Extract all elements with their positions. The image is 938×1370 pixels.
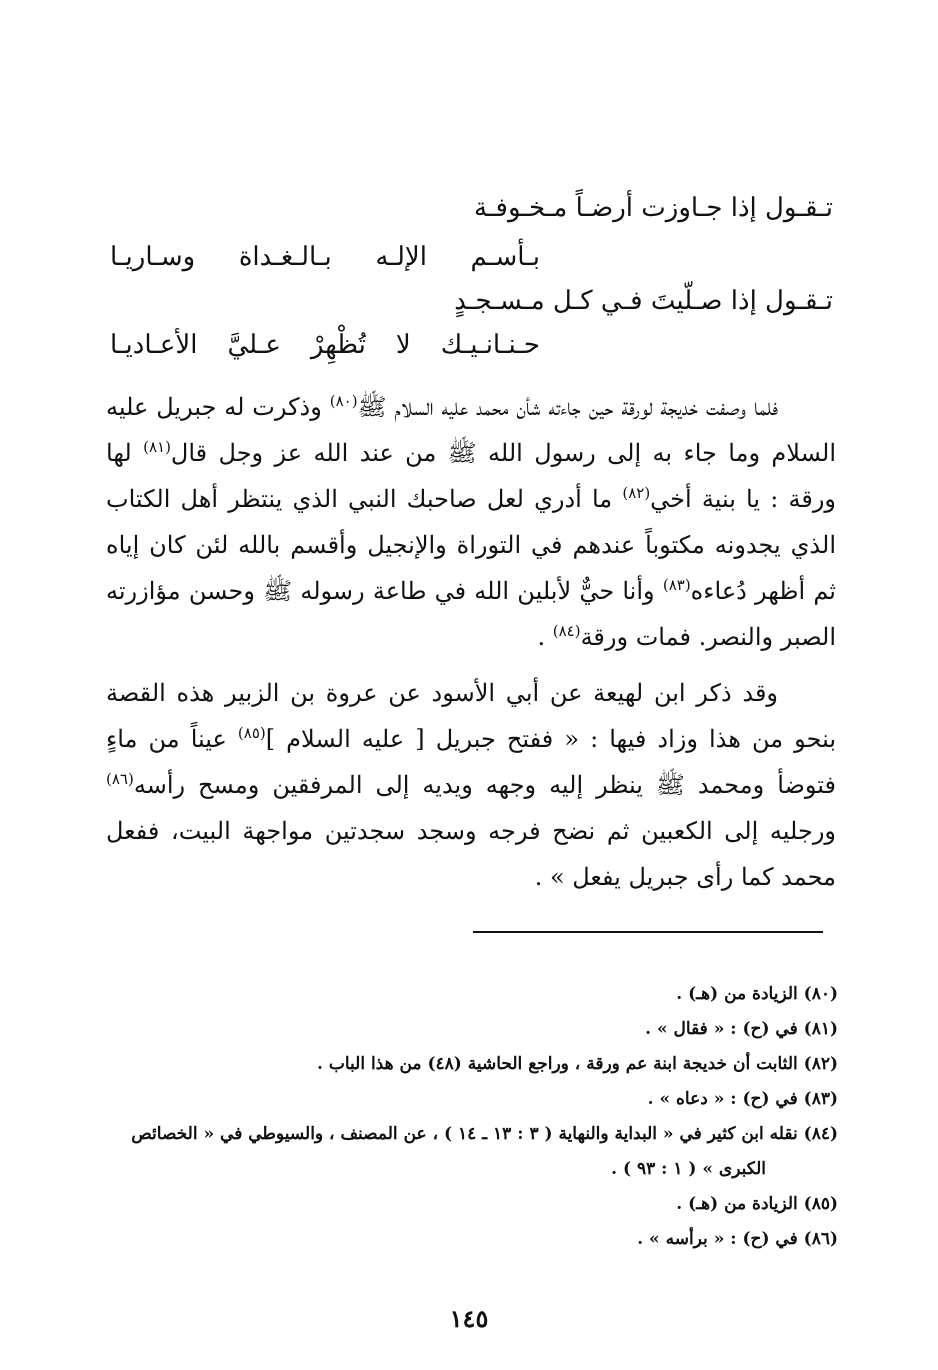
footnote-86: (٨٦) في (ح) : « برأسه » .: [637, 1229, 838, 1249]
footnote-ref-82: (٨٢): [622, 484, 651, 502]
text-run: .: [537, 623, 553, 651]
poem-verse-2-second-hemistich: حـنـانـيـك لا تُظْهِرْ عـليَّ الأعـاديـا: [110, 330, 540, 360]
page-number: ١٤٥: [449, 1304, 489, 1333]
footnote-84: [108, 1117, 838, 1187]
text-run: وقد ذكر ابن لهيعة عن أبي الأسود عن عروة بن الزبير هذه القصة بنحو من هذا وزاد فيها : « ففتح جبريل [ عليه السلام ]: [106, 679, 836, 753]
footnote-ref-86: (٨٦): [106, 770, 134, 788]
body-paragraph-2: [106, 670, 836, 900]
footnote-83: (٨٣) في (ح) : « دعاه » .: [647, 1089, 838, 1109]
footnote-ref-84: (٨٤): [552, 622, 581, 640]
text-run: وذكرت له جبريل عليه السلام وما جاء به إلى رسول الله ﷺ من عند الله عز وجل قال: [106, 393, 836, 467]
footnote-ref-83: (٨٣): [662, 576, 691, 594]
text-run: ورجليه إلى الكعبين ثم نضح فرجه وسجد سجدتين مواجهة البيت، ففعل محمد كما رأى جبريل يفعل » .: [106, 817, 836, 891]
poem-verse-1-first-hemistich: تـقـول إذا جـاوزت أرضـاً مـخـوفـة: [474, 193, 833, 223]
poem-verse-1-second-hemistich: بـأسـم الإلـه بـالـغـداة وسـاريـا: [110, 242, 540, 272]
text-run: عيناً من ماءٍ فتوضأ ومحمد ﷺ ينظر إليه وجهه ويديه إلى المرفقين ومسح رأسه: [106, 725, 836, 799]
footnote-ref-80: (٨٠): [329, 392, 358, 410]
text-run: ما أدري لعل صاحبك النبي الذي ينتظر أهل الكتاب الذي يجدونه مكتوباً عندهم في التوراة والإنجيل وأقسم بالله لئن كان إياه ثم أظهر دُعاءه: [106, 485, 836, 605]
text-run: فلما وصفت خديجة لورقة حين جاءته شأن محمد عليه السلام ﷺ: [357, 393, 778, 421]
body-paragraph-1: [106, 384, 836, 660]
text-run: وأنا حيٌّ لأبلين الله في طاعة رسوله ﷺ وحسن مؤازرته الصبر والنصر. فمات ورقة: [106, 577, 836, 651]
footnote-84-continuation: الكبرى » ( ١ : ٩٣ ) .: [611, 1159, 766, 1179]
footnote-82: (٨٢) الثابت أن خديجة ابنة عم ورقة ، وراجع الحاشية (٤٨) من هذا الباب .: [316, 1054, 838, 1074]
footnote-84-text: (٨٤) نقله ابن كثير في « البداية والنهاية ( ٣ : ١٣ ـ ١٤ ) ، عن المصنف ، والسيوطي في « الخصائص: [131, 1124, 838, 1144]
footnotes: [108, 977, 838, 1257]
footnote-separator: [473, 931, 823, 933]
footnote-81: (٨١) في (ح) : « فقال » .: [645, 1019, 838, 1039]
footnote-ref-81: (٨١): [143, 438, 171, 456]
footnote-ref-85: (٨٥): [237, 724, 266, 742]
poem-verse-2-first-hemistich: تـقـول إذا صـلّيتَ فـي كـل مـسـجـدٍ: [454, 286, 833, 316]
footnote-85: (٨٥) الزيادة من (هـ) .: [676, 1194, 838, 1214]
text-run: لها ورقة : يا بنية أخي: [106, 439, 836, 513]
footnote-80: (٨٠) الزيادة من (هـ) .: [676, 984, 838, 1004]
